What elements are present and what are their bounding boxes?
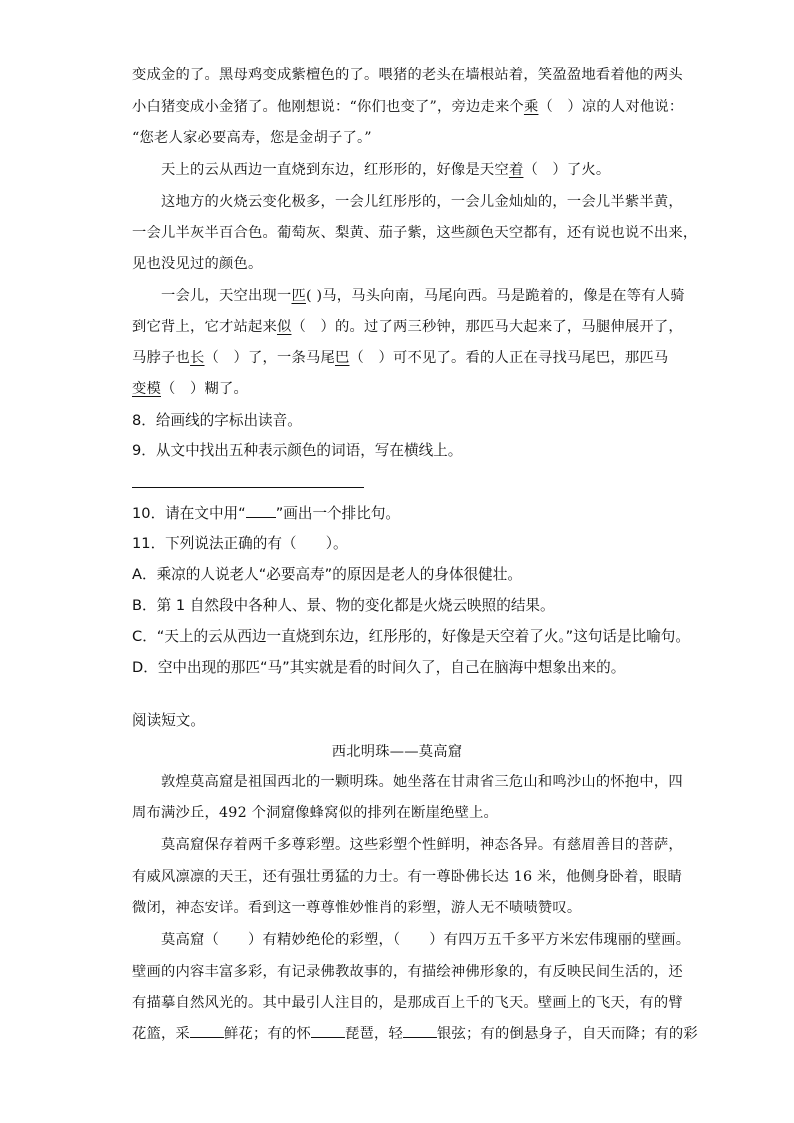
section-intro: 阅读短文。 xyxy=(132,712,205,729)
option-a[interactable]: A．乘凉的人说老人“必要高寿”的原因是老人的身体很健壮。 xyxy=(132,566,522,583)
question-8: 8．给画线的字标出读音。 xyxy=(132,412,302,429)
option-d[interactable]: D．空中出现的那匹“马”其实就是看的时间久了，自己在脑海中想象出来的。 xyxy=(132,659,626,676)
underlined-char: 乘 xyxy=(523,99,539,115)
question-11: 11．下列说法正确的有（ ）。 xyxy=(132,535,348,552)
passage-line: 到它背上，它才站起来似（ ）的。过了两三秒钟，那匹马大起来了，马腿伸展开了， xyxy=(132,319,683,335)
underlined-char: 变模 xyxy=(132,381,161,397)
question-9: 9．从文中找出五种表示颜色的词语，写在横线上。 xyxy=(132,442,463,459)
article-line: 莫高窟（ ）有精妙绝伦的彩塑，（ ）有四万五千多平方米宏伟瑰丽的壁画。 xyxy=(161,932,691,948)
article-line: 敦煌莫高窟是祖国西北的一颗明珠。她坐落在甘肃省三危山和鸣沙山的怀抱中，四 xyxy=(161,774,683,790)
article-line: 壁画的内容丰富多彩，有记录佛教故事的，有描绘神佛形象的，有反映民间生活的，还 xyxy=(132,964,683,980)
underlined-char: 巴 xyxy=(334,350,350,366)
option-b[interactable]: B．第 1 自然段中各种人、景、物的变化都是火烧云映照的结果。 xyxy=(132,597,555,614)
article-line: 周布满沙丘，492 个洞窟像蜂窝似的排列在断崖绝壁上。 xyxy=(132,805,499,821)
underlined-char: 匹 xyxy=(291,288,306,304)
question-10: 10．请在文中用“ ”画出一个排比句。 xyxy=(132,505,401,522)
passage-line: “您老人家必要高寿，您是金胡子了。” xyxy=(132,130,372,146)
inline-blank xyxy=(246,503,276,518)
article-line: 微闭，神态安详。看到这一尊尊惟妙惟肖的彩塑，游人无不啧啧赞叹。 xyxy=(132,900,582,916)
underlined-char: 长 xyxy=(190,350,205,366)
option-c[interactable]: C．“天上的云从西边一直烧到东边，红彤彤的，好像是天空着了火。”这句话是比喻句。 xyxy=(132,628,690,645)
passage-line: 这地方的火烧云变化极多，一会儿红彤彤的，一会儿金灿灿的，一会儿半紫半黄， xyxy=(161,194,683,210)
article-line: 花篮，采 鲜花；有的怀 琵琶，轻 银弦；有的倒悬身子，自天而降；有的彩 xyxy=(132,1023,698,1045)
inline-blank[interactable] xyxy=(190,1023,224,1038)
passage-line: 小白猪变成小金猪了。他刚想说：“你们也变了”，旁边走来个乘（ ）凉的人对他说： xyxy=(132,99,684,115)
underlined-char: 似 xyxy=(276,319,292,335)
inline-blank[interactable] xyxy=(311,1023,345,1038)
passage-line: 变模（ ）糊了。 xyxy=(132,381,248,397)
answer-blank-line[interactable] xyxy=(132,487,364,488)
article-line: 有描摹自然风光的。其中最引人注目的，是那成百上千的飞天。壁画上的飞天，有的臂 xyxy=(132,995,683,1011)
passage-line: 见也没见过的颜色。 xyxy=(132,256,263,272)
passage-line: 一会儿半灰半百合色。葡萄灰、梨黄、茄子紫，这些颜色天空都有，还有说也说不出来， xyxy=(132,225,698,241)
inline-blank[interactable] xyxy=(403,1023,437,1038)
article-line: 莫高窟保存着两千多尊彩塑。这些彩塑个性鲜明，神态各异。有慈眉善目的菩萨， xyxy=(161,837,683,853)
passage-line: 天上的云从西边一直烧到东边，红形形的，好像是天空着（ ）了火。 xyxy=(161,162,611,178)
passage-line: 变成金的了。黑母鸡变成紫檀色的了。喂猪的老头在墙根站着，笑盈盈地看着他的两头 xyxy=(132,67,683,83)
passage-line: 一会儿，天空出现一匹( )马，马头向南，马尾向西。马是跪着的，像是在等有人骑 xyxy=(161,288,685,304)
article-line: 有威风凛凛的天王，还有强壮勇猛的力士。有一尊卧佛长达 16 米，他侧身卧着，眼睛 xyxy=(132,869,682,885)
underlined-char: 着 xyxy=(508,162,524,178)
passage-line: 马脖子也长（ ）了，一条马尾巴（ ）可不见了。看的人正在寻找马尾巴，那匹马 xyxy=(132,350,669,366)
article-title: 西北明珠——莫高窟 xyxy=(331,744,463,760)
